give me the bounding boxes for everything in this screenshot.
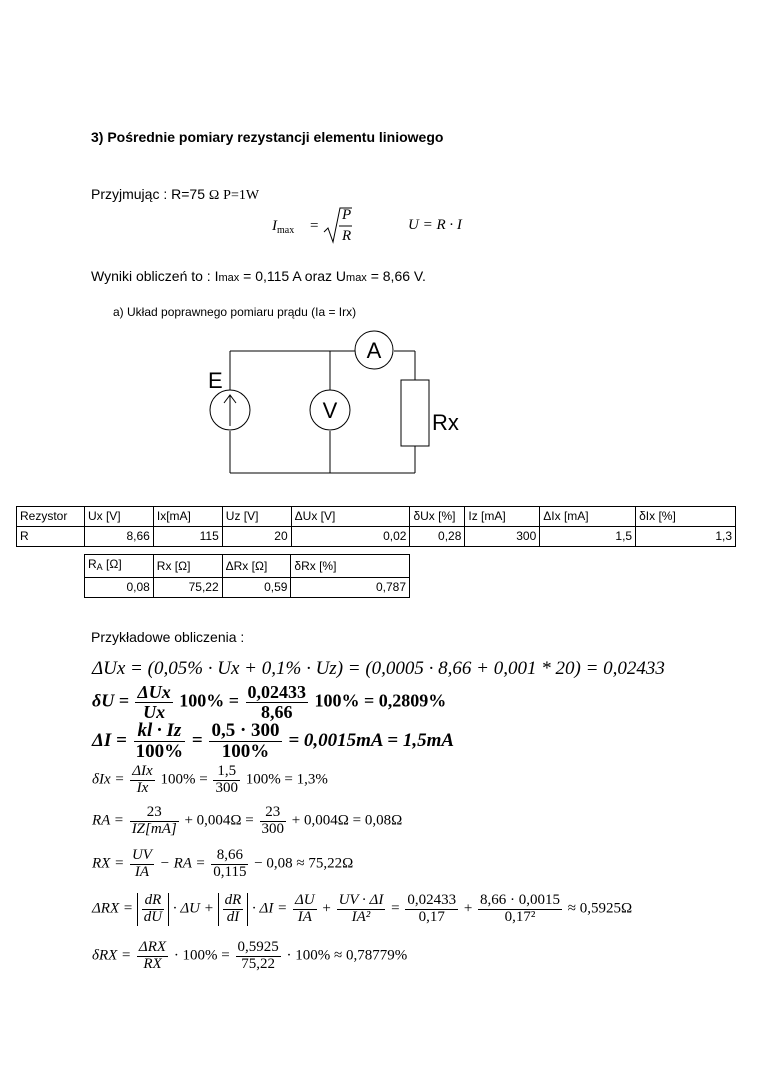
table-cell: 0,28 [410, 527, 465, 547]
source-symbol [210, 390, 250, 430]
header-cell: ΔRx [Ω] [222, 555, 291, 578]
header-cell: Iz [mA] [465, 507, 540, 527]
measurement-table [16, 506, 736, 547]
eq-delta-i: ΔI = $\frac{kl \cdot Iz}{100\%}$ = $\frac{0,5 \cdot 300}{100\%}$ = 0,0015mA = 1,5mA [92, 720, 455, 762]
table-cell: 0,787 [291, 578, 410, 598]
eq-ra: RA = $\frac{23}{IZ[mA]}$ + 0,004Ω = $\frac{23}{300}$ + 0,004Ω = 0,08Ω [92, 804, 403, 837]
assumption-label: Przyjmując : R=75 [91, 186, 205, 202]
resistor-symbol [401, 380, 429, 446]
header-cell: Ix[mA] [153, 507, 222, 527]
table-header-row [17, 507, 736, 527]
header-cell: Rx [Ω] [153, 555, 222, 578]
table-cell: 0,02 [291, 527, 410, 547]
header-cell: RA [Ω] [85, 555, 154, 578]
header-cell: δIx [%] [636, 507, 736, 527]
table-row [17, 527, 736, 547]
result-table [84, 554, 410, 598]
ohm-symbol: Ω [208, 188, 220, 203]
table-cell: 0,08 [85, 578, 154, 598]
voltmeter-label: V [322, 398, 338, 423]
source-label: E [208, 368, 223, 393]
header-cell: ΔUx [V] [291, 507, 410, 527]
table-cell: 0,59 [222, 578, 291, 598]
table-cell: 75,22 [153, 578, 222, 598]
power-value: P=1W [223, 188, 260, 203]
table-cell: 1,5 [540, 527, 636, 547]
table-cell: R [17, 527, 85, 547]
eq-delta-rx: ΔRX = $\frac{dR}{dU}$ · ΔU + $\frac{dR}{dI}$ · ΔI = $\frac{\Delta U}{IA}$ + $\frac{UV \cdot \Delta I}{\text{IA²}}$ = $\frac{0,02433}{0,17}$ + $\frac{8,66 \cdot 0,0015}{\text{0,17²}}$ ≈ 0,5925Ω [92, 892, 633, 925]
header-cell: Ux [V] [84, 507, 153, 527]
eq-delta-ux: ΔUx = (0,05% · Ux + 0,1% · Uz) = (0,0005 · 8,66 + 0,001 * 20) = 0,02433 [92, 658, 665, 679]
assumption-line [91, 186, 259, 204]
header-cell: Rezystor [17, 507, 85, 527]
circuit-diagram [200, 328, 480, 478]
table-header-row [85, 555, 410, 578]
table-cell: 115 [153, 527, 222, 547]
table-cell: 8,66 [84, 527, 153, 547]
eq-delta-rx-rel: δRX = $\frac{\text{ΔRX}}{RX}$ · 100% = $\frac{0,5925}{75,22}$ · 100% ≈ 0,78779% [92, 939, 408, 972]
eq-rx: RX = $\frac{UV}{IA}$ − RA = $\frac{8,66}{0,115}$ − 0,08 ≈ 75,22Ω [92, 847, 354, 880]
header-cell: Uz [V] [222, 507, 291, 527]
eq-delta-ix-rel: δIx = $\frac{\text{ΔIx}}{Ix}$ 100% = $\frac{1,5}{300}$ 100% = 1,3% [92, 763, 328, 796]
table-row [85, 578, 410, 598]
formula-p: P [342, 207, 352, 223]
header-cell: δUx [%] [410, 507, 465, 527]
eq-delta-u-rel: δU = $\frac{\text{ΔUx}}{Ux}$ 100% = $\frac{0,02433}{8,66}$ 100% = 0,2809% [92, 682, 447, 722]
u-formula: U = R · I [408, 217, 462, 233]
formula-r: R [342, 228, 352, 244]
table-cell: 300 [465, 527, 540, 547]
subsection-title: a) Układ poprawnego pomiaru prądu (Ia = Irx) [113, 305, 357, 319]
imax-lhs: $I_{max}$ [272, 218, 295, 236]
table-cell: 20 [222, 527, 291, 547]
resistor-label: Rx [432, 410, 459, 435]
header-cell: ΔIx [mA] [540, 507, 636, 527]
header-cell: δRx [%] [291, 555, 410, 578]
examples-label: Przykładowe obliczenia : [91, 629, 245, 645]
ammeter-label: A [366, 338, 382, 363]
table-cell: 1,3 [636, 527, 736, 547]
results-line: Wyniki obliczeń to : Imax = 0,115 A oraz Umax = 8,66 V. [91, 268, 426, 284]
section-heading: 3) Pośrednie pomiary rezystancji elementu liniowego [91, 129, 444, 145]
